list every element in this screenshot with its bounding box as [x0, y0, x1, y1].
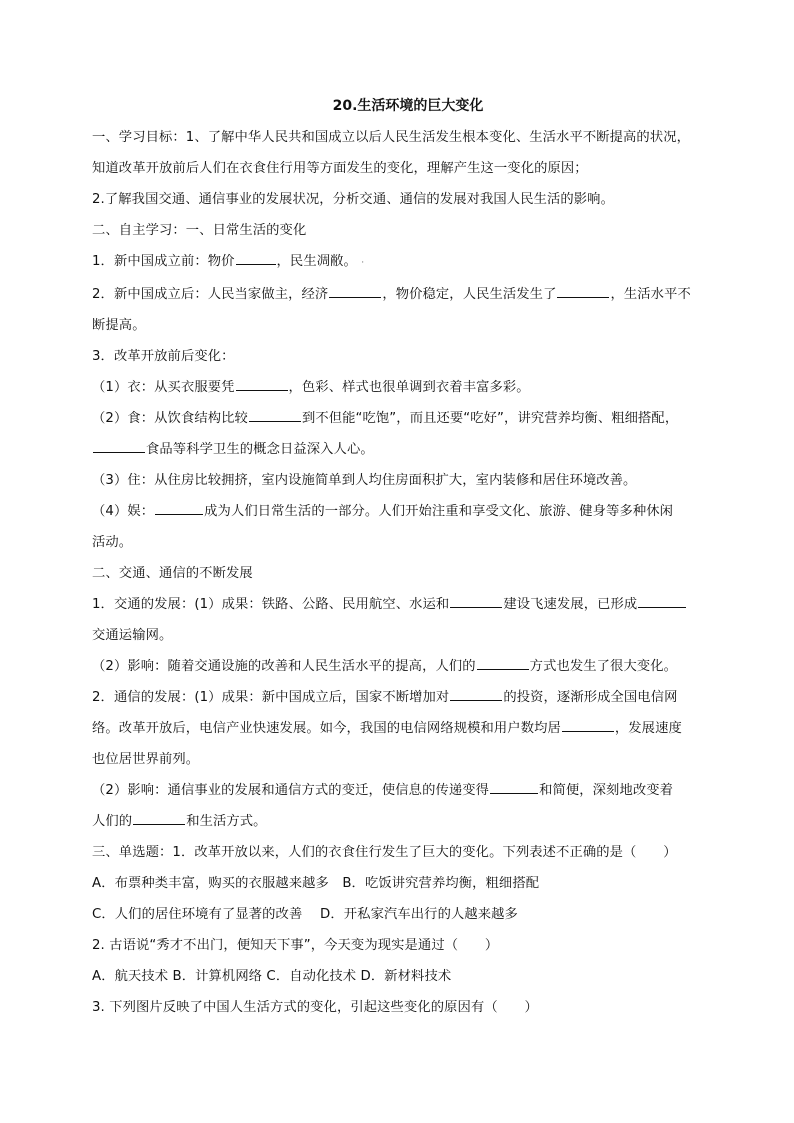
section-heading-self-study: 二、自主学习：一、日常生活的变化: [92, 223, 307, 238]
item-transport-impact: [92, 651, 704, 682]
text-segment: （2）影响：随着交通设施的改善和人民生活水平的提高，人们的: [92, 659, 476, 674]
text-segment: 食品等科学卫生的概念日益深入人心。: [146, 442, 374, 457]
item-communication-impact: [92, 775, 704, 806]
item-after-founding: [92, 279, 704, 310]
page-title: 20.生活环境的巨大变化: [332, 98, 484, 114]
question-1-options-cd: C．人们的居住环境有了显著的改善 D．开私家汽车出行的人越来越多: [92, 907, 518, 922]
question-2-options: A．航天技术 B．计算机网络 C．自动化技术 D．新材料技术: [92, 969, 452, 984]
item-entertainment: [92, 496, 704, 527]
fill-blank[interactable]: [249, 407, 301, 422]
item-entertainment-cont: 活动。: [92, 535, 133, 550]
item-transport-result-cont: 交通运输网。: [92, 628, 173, 643]
item-communication-result-cont: [92, 713, 704, 744]
text-segment: 到不但能“吃饱”，而且还要“吃好”，讲究营养均衡、粗细搭配，: [301, 411, 679, 426]
question-3: 3. 下列图片反映了中国人生活方式的变化，引起这些变化的原因有（ ）: [92, 1000, 538, 1015]
text-segment: 成为人们日常生活的一部分。人们开始注重和享受文化、旅游、健身等多种休闲: [204, 504, 674, 519]
fill-blank[interactable]: [236, 250, 276, 265]
stray-mark: ·: [361, 258, 365, 268]
text-segment: （4）娱：: [92, 504, 155, 519]
text-segment: 人们的: [92, 814, 133, 829]
fill-blank[interactable]: [557, 283, 609, 298]
item-communication-result: [92, 682, 704, 713]
text-segment: 2．新中国成立后：人民当家做主，经济: [92, 287, 329, 302]
item-communication-impact-cont: [92, 806, 704, 837]
fill-blank[interactable]: [477, 655, 529, 670]
text-segment: 的投资，逐渐形成全国电信网: [503, 690, 678, 705]
text-segment: 1．交通的发展：(1）成果：铁路、公路、民用航空、水运和: [92, 597, 450, 612]
worksheet-page: [92, 96, 704, 1023]
text-segment: （2）食：从饮食结构比较: [92, 411, 248, 426]
text-segment: 1．新中国成立前：物价: [92, 254, 235, 269]
fill-blank[interactable]: [329, 283, 381, 298]
fill-blank[interactable]: [450, 593, 502, 608]
text-segment: （1）衣：从买衣服要凭: [92, 380, 235, 395]
fill-blank[interactable]: [638, 593, 686, 608]
fill-blank[interactable]: [490, 779, 538, 794]
question-1-options-ab: A．布票种类丰富，购买的衣服越来越多 B．吃饭讲究营养均衡，粗细搭配: [92, 876, 540, 891]
text-segment: ，发展速度: [614, 721, 682, 736]
item-reform-changes: 3．改革开放前后变化：: [92, 349, 235, 364]
item-clothing: [92, 372, 704, 403]
item-food-cont: [92, 434, 704, 465]
objective-line-1: 一、学习目标：1、了解中华人民共和国成立以后人民生活发生根本变化、生活水平不断提高的状况，: [92, 130, 691, 145]
text-segment: ，民生凋敝。: [276, 254, 357, 269]
text-segment: 建设飞速发展，已形成: [503, 597, 638, 612]
text-segment: 2．通信的发展：(1）成果：新中国成立后，国家不断增加对: [92, 690, 450, 705]
item-transport-result: [92, 589, 704, 620]
text-segment: ，物价稳定，人民生活发生了: [382, 287, 557, 302]
question-2: 2. 古语说“秀才不出门，便知天下事”，今天变为现实是通过（ ）: [92, 938, 499, 953]
question-1: 三、单选题：1．改革开放以来，人们的衣食住行发生了巨大的变化。下列表述不正确的是（ ）: [92, 845, 677, 860]
text-segment: 和生活方式。: [186, 814, 267, 829]
text-segment: ，生活水平不: [610, 287, 691, 302]
text-segment: （2）影响：通信事业的发展和通信方式的变迁，使信息的传递变得: [92, 783, 490, 798]
item-housing: （3）住：从住房比较拥挤，室内设施简单到人均住房面积扩大，室内装修和居住环境改善。: [92, 473, 637, 488]
text-segment: ，色彩、样式也很单调到衣着丰富多彩。: [288, 380, 530, 395]
text-segment: 和简便，深刻地改变着: [539, 783, 674, 798]
objective-line-2: 知道改革开放前后人们在衣食住行用等方面发生的变化，理解产生这一变化的原因；: [92, 161, 588, 176]
objective-line-3: 2.了解我国交通、通信事业的发展状况，分析交通、通信的发展对我国人民生活的影响。: [92, 192, 614, 207]
item-after-founding-cont: 断提高。: [92, 318, 146, 333]
text-segment: 络。改革开放后，电信产业快速发展。如今，我国的电信网络规模和用户数均居: [92, 721, 561, 736]
fill-blank[interactable]: [93, 438, 145, 453]
item-communication-result-cont2: 也位居世界前列。: [92, 752, 200, 767]
fill-blank[interactable]: [155, 500, 203, 515]
fill-blank[interactable]: [236, 376, 288, 391]
item-food: [92, 403, 704, 434]
section-heading-transport: 二、交通、通信的不断发展: [92, 566, 253, 581]
fill-blank[interactable]: [133, 810, 185, 825]
item-before-founding: [92, 246, 704, 279]
text-segment: 方式也发生了很大变化。: [529, 659, 678, 674]
fill-blank[interactable]: [450, 686, 502, 701]
fill-blank[interactable]: [562, 717, 614, 732]
